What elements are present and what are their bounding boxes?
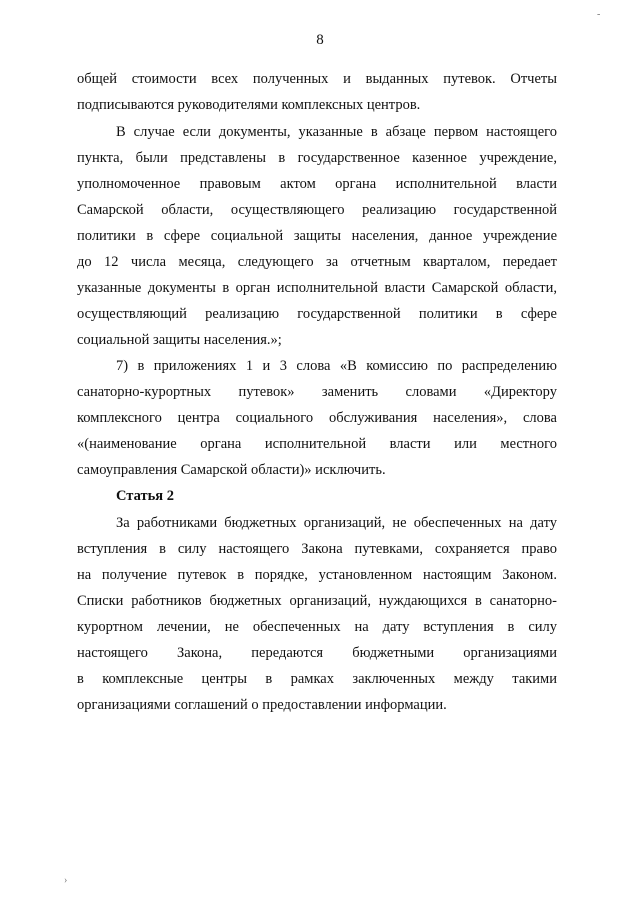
paragraph-2-line-5: политики в сфере социальной защиты населения, данное учреждение	[77, 228, 557, 244]
paragraph-2-line-1: В случае если документы, указанные в абзаце первом настоящего	[116, 124, 557, 140]
paragraph-2-line-8: осуществляющий реализацию государственной политики в сфере	[77, 306, 557, 322]
page-number: 8	[316, 32, 324, 48]
paragraph-3-line-2: санаторно-курортных путевок» заменить словами «Директору	[77, 384, 557, 400]
scan-mark-top-right: -	[597, 9, 601, 20]
paragraph-1-line-2: подписываются руководителями комплексных центров.	[77, 97, 421, 113]
paragraph-3-line-4: «(наименование органа исполнительной власти или местного	[77, 436, 557, 452]
paragraph-2-line-7: указанные документы в орган исполнительной власти Самарской области,	[77, 280, 557, 296]
paragraph-4-line-8: организациями соглашений о предоставлении информации.	[77, 697, 447, 713]
paragraph-4-line-7: в комплексные центры в рамках заключенных между такими	[77, 671, 557, 687]
paragraph-2-line-6: до 12 числа месяца, следующего за отчетным кварталом, передает	[77, 254, 557, 270]
paragraph-2-line-2: пункта, были представлены в государственное казенное учреждение,	[77, 150, 557, 166]
scan-mark-bottom-left: ›	[64, 875, 68, 886]
paragraph-4-line-2: вступления в силу настоящего Закона путевками, сохраняется право	[77, 541, 557, 557]
paragraph-2-line-3: уполномоченное правовым актом органа исполнительной власти	[77, 176, 557, 192]
paragraph-4-line-5: курортном лечении, не обеспеченных на дату вступления в силу	[77, 619, 557, 635]
paragraph-3-line-3: комплексного центра социального обслуживания населения», слова	[77, 410, 557, 426]
paragraph-4-line-6: настоящего Закона, передаются бюджетными организациями	[77, 645, 557, 661]
paragraph-2-line-9: социальной защиты населения.»;	[77, 332, 282, 348]
paragraph-2-line-4: Самарской области, осуществляющего реализацию государственной	[77, 202, 557, 218]
paragraph-1-line-1: общей стоимости всех полученных и выданных путевок. Отчеты	[77, 71, 557, 87]
paragraph-4-line-1: За работниками бюджетных организаций, не обеспеченных на дату	[116, 515, 557, 531]
paragraph-4-line-4: Списки работников бюджетных организаций, нуждающихся в санаторно-	[77, 593, 557, 609]
article-heading: Статья 2	[116, 488, 174, 504]
paragraph-3-line-5: самоуправления Самарской области)» исключить.	[77, 462, 386, 478]
paragraph-3-line-1: 7) в приложениях 1 и 3 слова «В комиссию по распределению	[116, 358, 557, 374]
paragraph-4-line-3: на получение путевок в порядке, установленном настоящим Законом.	[77, 567, 557, 583]
